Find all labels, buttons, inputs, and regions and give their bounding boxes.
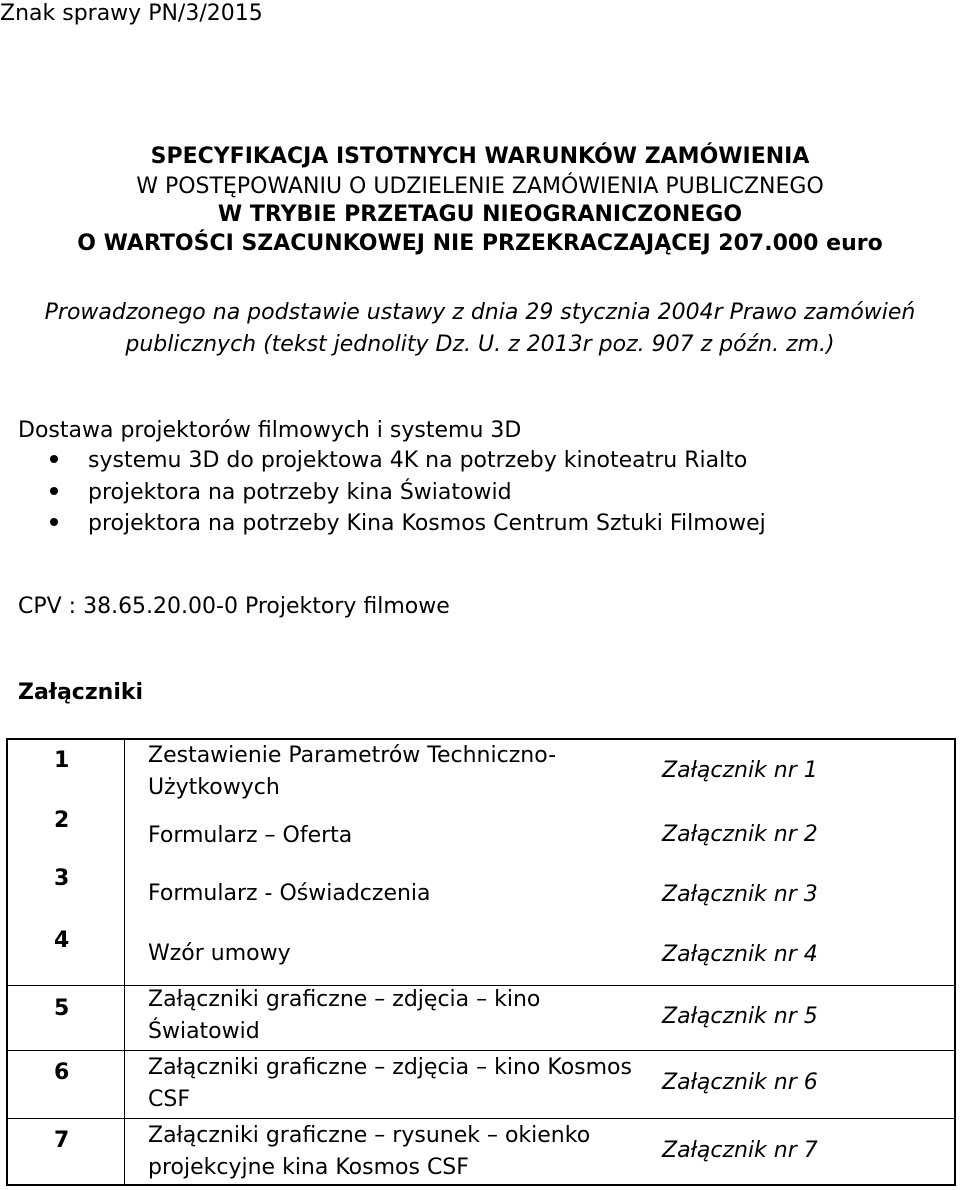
attachment-reference: Załącznik nr 2 xyxy=(662,822,818,847)
attachment-description: Załączniki graficzne – rysunek – okienko projekcyjne kina Kosmos CSF xyxy=(148,1123,591,1180)
attachment-reference: Załącznik nr 1 xyxy=(662,758,818,783)
subject-heading: Dostawa projektorów filmowych i systemu 3D xyxy=(18,418,522,443)
table-column-divider xyxy=(124,740,125,1184)
case-reference: Znak sprawy PN/3/2015 xyxy=(0,1,263,26)
bullet-item xyxy=(50,509,766,539)
bullet-icon xyxy=(50,487,58,495)
attachment-number: 6 xyxy=(54,1060,70,1085)
title-line-1: SPECYFIKACJA ISTOTNYCH WARUNKÓW ZAMÓWIENIA xyxy=(150,144,810,169)
attachment-description: Załączniki graficzne – zdjęcia – kino Kosmos CSF xyxy=(148,1055,632,1112)
attachment-number: 4 xyxy=(54,928,70,953)
attachment-number: 5 xyxy=(54,996,70,1021)
attachment-description: Formularz - Oświadczenia xyxy=(148,881,431,906)
attachment-description: Wzór umowy xyxy=(148,941,291,966)
attachment-reference: Załącznik nr 6 xyxy=(662,1070,818,1095)
table-divider xyxy=(8,1050,954,1051)
bullet-text: projektora na potrzeby kina Światowid xyxy=(88,480,512,505)
bullet-icon xyxy=(50,518,58,526)
table-divider xyxy=(8,1118,954,1119)
title-line-4: O WARTOŚCI SZACUNKOWEJ NIE PRZEKRACZAJĄCEJ 207.000 euro xyxy=(77,231,883,256)
attachments-heading: Załączniki xyxy=(18,680,144,705)
attachments-table xyxy=(6,738,956,1186)
cpv-code: CPV : 38.65.20.00-0 Projektory filmowe xyxy=(18,594,450,619)
attachment-reference: Załącznik nr 3 xyxy=(662,882,818,907)
bullet-text: systemu 3D do projektowa 4K na potrzeby kinoteatru Rialto xyxy=(88,448,748,473)
bullet-text: projektora na potrzeby Kina Kosmos Centrum Sztuki Filmowej xyxy=(88,511,766,536)
attachment-description: Zestawienie Parametrów Techniczno- Użytkowych xyxy=(148,743,557,800)
attachment-reference: Załącznik nr 5 xyxy=(662,1004,818,1029)
title-line-2: W POSTĘPOWANIU O UDZIELENIE ZAMÓWIENIA PUBLICZNEGO xyxy=(136,174,824,199)
attachment-reference: Załącznik nr 4 xyxy=(662,942,818,967)
bullet-item xyxy=(50,446,747,476)
title-line-3: W TRYBIE PRZETAGU NIEOGRANICZONEGO xyxy=(217,202,743,227)
bullet-item xyxy=(50,478,512,508)
legal-basis-line-1: Prowadzonego na podstawie ustawy z dnia 29 stycznia 2004r Prawo zamówień xyxy=(44,300,916,325)
attachment-number: 1 xyxy=(54,748,70,773)
legal-basis-line-2: publicznych (tekst jednolity Dz. U. z 2013r poz. 907 z późn. zm.) xyxy=(125,332,835,357)
attachment-number: 2 xyxy=(54,808,70,833)
attachment-description: Załączniki graficzne – zdjęcia – kino Światowid xyxy=(148,987,541,1044)
bullet-icon xyxy=(50,455,58,463)
attachment-number: 3 xyxy=(54,866,70,891)
attachment-number: 7 xyxy=(54,1128,70,1153)
attachment-description: Formularz – Oferta xyxy=(148,823,353,848)
attachment-reference: Załącznik nr 7 xyxy=(662,1138,818,1163)
